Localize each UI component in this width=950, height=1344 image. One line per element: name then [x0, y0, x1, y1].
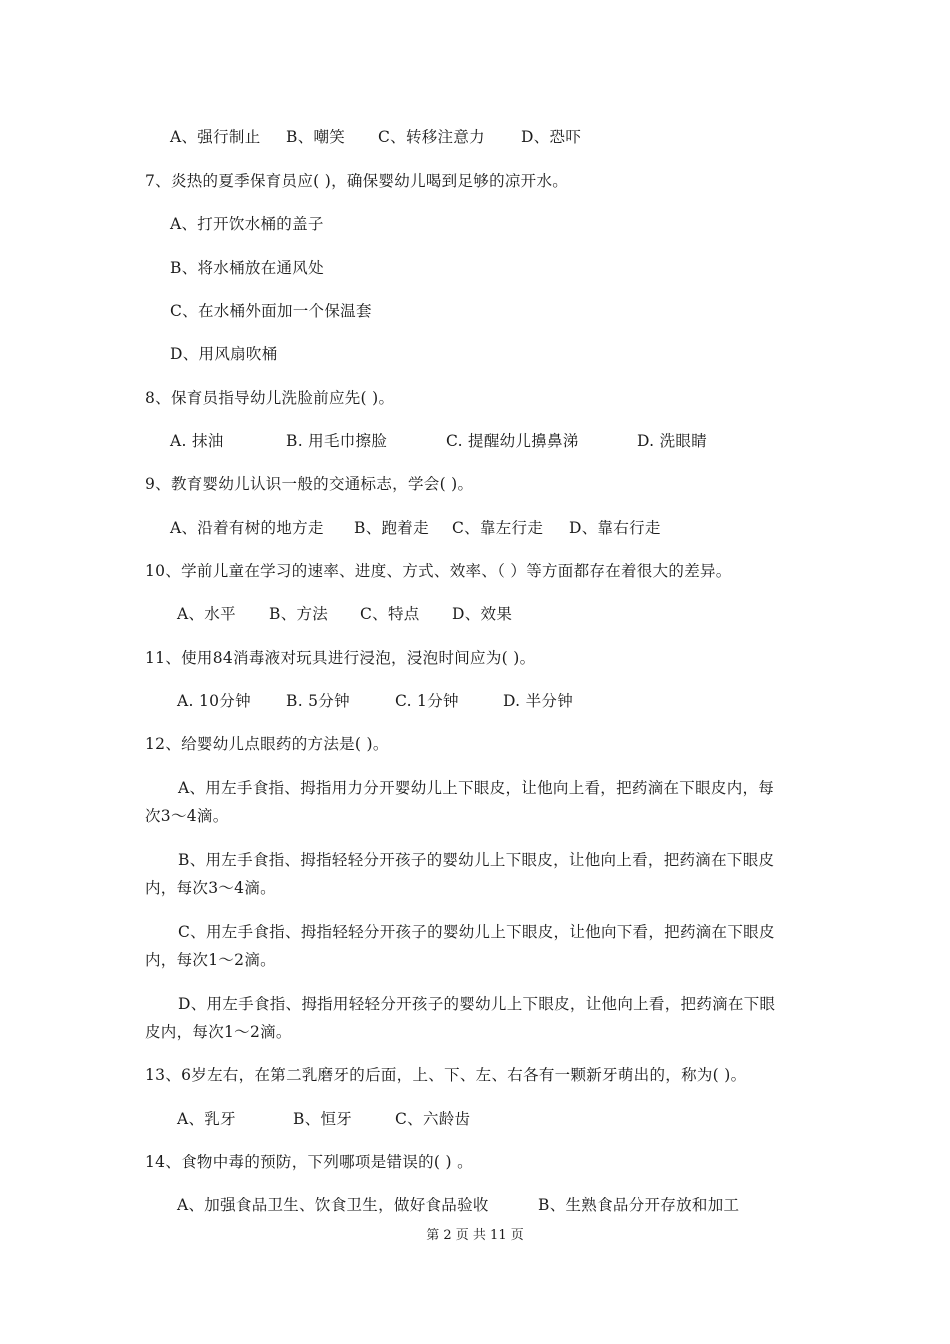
q11-option-b: B. 5分钟 [286, 692, 350, 710]
q7-option-a: A、打开饮水桶的盖子 [170, 215, 324, 233]
q7-option-c: C、在水桶外面加一个保温套 [170, 302, 372, 320]
q9-option-c: C、靠左行走 [452, 519, 544, 537]
q8-option-b: B. 用毛巾擦脸 [286, 432, 388, 450]
q7-option-b: B、将水桶放在通风处 [170, 259, 324, 277]
q9-stem: 9、教育婴幼儿认识一般的交通标志，学会( )。 [145, 475, 474, 493]
q14-option-b: B、生熟食品分开存放和加工 [538, 1196, 740, 1214]
q13-option-b: B、恒牙 [293, 1110, 353, 1128]
q12-option-d-line1: D、用左手食指、拇指用轻轻分开孩子的婴幼儿上下眼皮，让他向上看，把药滴在下眼 [178, 995, 776, 1013]
q13-option-a: A、乳牙 [177, 1110, 236, 1128]
q12-option-d-line2: 皮内，每次1～2滴。 [145, 1023, 292, 1041]
q12-stem: 12、给婴幼儿点眼药的方法是( )。 [145, 735, 389, 753]
q11-option-a: A. 10分钟 [177, 692, 251, 710]
q8-option-c: C. 提醒幼儿擤鼻涕 [446, 432, 579, 450]
q9-option-b: B、跑着走 [354, 519, 429, 537]
q10-option-b: B、方法 [269, 605, 329, 623]
q11-option-d: D. 半分钟 [503, 692, 574, 710]
q11-stem: 11、使用84消毒液对玩具进行浸泡，浸泡时间应为( )。 [145, 649, 536, 667]
q6-option-a: A、强行制止 [170, 128, 261, 146]
q7-option-d: D、用风扇吹桶 [170, 345, 278, 363]
q10-option-c: C、特点 [360, 605, 420, 623]
q10-option-d: D、效果 [452, 605, 513, 623]
q6-option-b: B、嘲笑 [286, 128, 346, 146]
q13-option-c: C、六龄齿 [395, 1110, 471, 1128]
q11-option-c: C. 1分钟 [395, 692, 459, 710]
q9-option-d: D、靠右行走 [569, 519, 661, 537]
q13-stem: 13、6岁左右，在第二乳磨牙的后面，上、下、左、右各有一颗新牙萌出的，称为( )。 [145, 1066, 747, 1084]
q9-option-a: A、沿着有树的地方走 [170, 519, 324, 537]
q12-option-a-line2: 次3～4滴。 [145, 807, 229, 825]
q12-option-b-line2: 内，每次3～4滴。 [145, 879, 276, 897]
q8-stem: 8、保育员指导幼儿洗脸前应先( )。 [145, 389, 395, 407]
q12-option-b-line1: B、用左手食指、拇指轻轻分开孩子的婴幼儿上下眼皮，让他向上看，把药滴在下眼皮 [178, 851, 775, 869]
q12-option-c-line2: 内，每次1～2滴。 [145, 951, 276, 969]
q10-stem: 10、学前儿童在学习的速率、进度、方式、效率、（ ）等方面都存在着很大的差异。 [145, 562, 732, 580]
q6-option-d: D、恐吓 [521, 128, 582, 146]
q8-option-d: D. 洗眼睛 [637, 432, 708, 450]
q8-option-a: A. 抹油 [170, 432, 224, 450]
q14-stem: 14、食物中毒的预防，下列哪项是错误的( ) 。 [145, 1153, 473, 1171]
q10-option-a: A、水平 [177, 605, 236, 623]
q12-option-a-line1: A、用左手食指、拇指用力分开婴幼儿上下眼皮，让他向上看，把药滴在下眼皮内，每 [178, 779, 775, 797]
q6-option-c: C、转移注意力 [378, 128, 485, 146]
page-footer: 第 2 页 共 11 页 [426, 1228, 524, 1243]
q12-option-c-line1: C、用左手食指、拇指轻轻分开孩子的婴幼儿上下眼皮，让他向下看，把药滴在下眼皮 [178, 923, 775, 941]
q7-stem: 7、炎热的夏季保育员应( )，确保婴幼儿喝到足够的凉开水。 [145, 172, 569, 190]
q14-option-a: A、加强食品卫生、饮食卫生，做好食品验收 [177, 1196, 489, 1214]
